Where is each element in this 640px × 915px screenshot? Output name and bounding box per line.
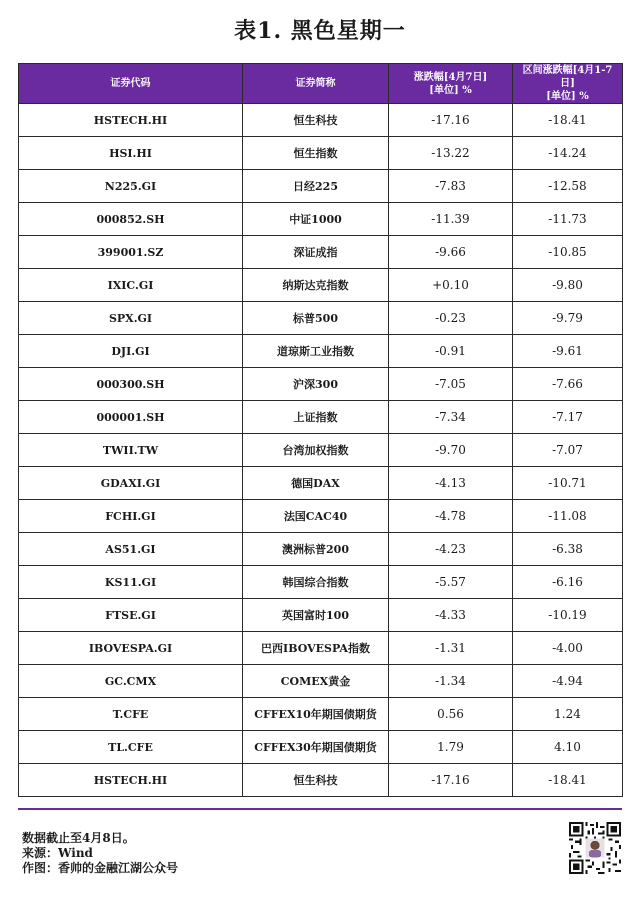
- cell-period-change: -7.66: [513, 368, 623, 401]
- cell-name: 法国CAC40: [243, 500, 389, 533]
- cell-name: 恒生指数: [243, 137, 389, 170]
- cell-name: COMEX黄金: [243, 665, 389, 698]
- table-row: [19, 368, 623, 401]
- cell-period-change: 4.10: [513, 731, 623, 764]
- cell-period-change: -18.41: [513, 104, 623, 137]
- table-row: [19, 434, 623, 467]
- cell-code: 399001.SZ: [19, 236, 243, 269]
- cell-period-change: -14.24: [513, 137, 623, 170]
- cell-code: IXIC.GI: [19, 269, 243, 302]
- cell-name: 纳斯达克指数: [243, 269, 389, 302]
- cell-code: HSTECH.HI: [19, 104, 243, 137]
- cell-code: SPX.GI: [19, 302, 243, 335]
- cell-daily-change: -1.31: [389, 632, 513, 665]
- cell-code: FCHI.GI: [19, 500, 243, 533]
- cell-code: GC.CMX: [19, 665, 243, 698]
- header-daily-change: 涨跌幅[4月7日] [单位] %: [389, 64, 513, 104]
- cell-period-change: -18.41: [513, 764, 623, 797]
- cell-name: 沪深300: [243, 368, 389, 401]
- cell-daily-change: -9.70: [389, 434, 513, 467]
- cell-daily-change: -4.78: [389, 500, 513, 533]
- cell-daily-change: -5.57: [389, 566, 513, 599]
- cell-name: 德国DAX: [243, 467, 389, 500]
- cell-daily-change: -7.83: [389, 170, 513, 203]
- cell-daily-change: 0.56: [389, 698, 513, 731]
- cell-daily-change: -17.16: [389, 764, 513, 797]
- cell-period-change: -10.71: [513, 467, 623, 500]
- cell-period-change: -9.80: [513, 269, 623, 302]
- cell-code: IBOVESPA.GI: [19, 632, 243, 665]
- table-row: [19, 269, 623, 302]
- header-name: 证券简称: [243, 64, 389, 104]
- cell-code: N225.GI: [19, 170, 243, 203]
- qr-code-icon: [569, 822, 621, 874]
- cell-period-change: -7.07: [513, 434, 623, 467]
- table-row: [19, 698, 623, 731]
- cell-code: HSTECH.HI: [19, 764, 243, 797]
- cell-code: TL.CFE: [19, 731, 243, 764]
- table-row: [19, 731, 623, 764]
- cell-name: 台湾加权指数: [243, 434, 389, 467]
- table-header-row: [19, 64, 623, 104]
- cell-period-change: -9.61: [513, 335, 623, 368]
- cell-code: FTSE.GI: [19, 599, 243, 632]
- cell-daily-change: -13.22: [389, 137, 513, 170]
- cell-name: 韩国综合指数: [243, 566, 389, 599]
- cell-daily-change: -11.39: [389, 203, 513, 236]
- table-row: [19, 104, 623, 137]
- cell-code: GDAXI.GI: [19, 467, 243, 500]
- cell-period-change: -10.19: [513, 599, 623, 632]
- table-row: [19, 500, 623, 533]
- cell-code: KS11.GI: [19, 566, 243, 599]
- market-table: [18, 63, 623, 797]
- footer-divider: [18, 808, 622, 810]
- footer-notes: [22, 831, 178, 876]
- cell-name: 上证指数: [243, 401, 389, 434]
- table-row: [19, 533, 623, 566]
- cell-name: CFFEX10年期国债期货: [243, 698, 389, 731]
- cell-daily-change: 1.79: [389, 731, 513, 764]
- table-row: [19, 599, 623, 632]
- cell-period-change: -12.58: [513, 170, 623, 203]
- cell-code: HSI.HI: [19, 137, 243, 170]
- cell-code: 000001.SH: [19, 401, 243, 434]
- cell-period-change: -10.85: [513, 236, 623, 269]
- cell-daily-change: -17.16: [389, 104, 513, 137]
- cell-code: AS51.GI: [19, 533, 243, 566]
- cell-daily-change: -0.23: [389, 302, 513, 335]
- table-row: [19, 665, 623, 698]
- cell-period-change: -6.38: [513, 533, 623, 566]
- cell-daily-change: -7.05: [389, 368, 513, 401]
- cell-name: 深证成指: [243, 236, 389, 269]
- page-title: 表1. 黑色星期一: [234, 18, 406, 44]
- cell-daily-change: +0.10: [389, 269, 513, 302]
- cell-daily-change: -4.13: [389, 467, 513, 500]
- cell-period-change: -6.16: [513, 566, 623, 599]
- table-row: [19, 467, 623, 500]
- header-code: 证券代码: [19, 64, 243, 104]
- cell-period-change: -7.17: [513, 401, 623, 434]
- table-row: [19, 566, 623, 599]
- cell-name: 标普500: [243, 302, 389, 335]
- cell-daily-change: -0.91: [389, 335, 513, 368]
- date-note: 数据截止至4月8日。: [22, 831, 135, 845]
- table-body: [19, 104, 623, 797]
- table-row: [19, 236, 623, 269]
- cell-name: CFFEX30年期国债期货: [243, 731, 389, 764]
- cell-name: 日经225: [243, 170, 389, 203]
- cell-daily-change: -9.66: [389, 236, 513, 269]
- table-row: [19, 302, 623, 335]
- table-row: [19, 137, 623, 170]
- cell-name: 恒生科技: [243, 104, 389, 137]
- author-note: 作图：香帅的金融江湖公众号: [22, 861, 179, 875]
- cell-period-change: 1.24: [513, 698, 623, 731]
- cell-name: 澳洲标普200: [243, 533, 389, 566]
- table-row: [19, 401, 623, 434]
- table-row: [19, 335, 623, 368]
- cell-period-change: -9.79: [513, 302, 623, 335]
- cell-daily-change: -4.33: [389, 599, 513, 632]
- table-row: [19, 203, 623, 236]
- cell-code: 000852.SH: [19, 203, 243, 236]
- cell-period-change: -11.08: [513, 500, 623, 533]
- cell-daily-change: -1.34: [389, 665, 513, 698]
- cell-name: 恒生科技: [243, 764, 389, 797]
- cell-code: 000300.SH: [19, 368, 243, 401]
- table-row: [19, 764, 623, 797]
- cell-period-change: -11.73: [513, 203, 623, 236]
- cell-code: T.CFE: [19, 698, 243, 731]
- table-row: [19, 170, 623, 203]
- cell-period-change: -4.94: [513, 665, 623, 698]
- header-period-change: 区间涨跌幅[4月1-7日] [单位] %: [513, 64, 623, 104]
- cell-name: 道琼斯工业指数: [243, 335, 389, 368]
- cell-name: 中证1000: [243, 203, 389, 236]
- cell-name: 巴西IBOVESPA指数: [243, 632, 389, 665]
- source-note: 来源：Wind: [22, 846, 93, 860]
- table-row: [19, 632, 623, 665]
- cell-code: TWII.TW: [19, 434, 243, 467]
- cell-daily-change: -4.23: [389, 533, 513, 566]
- cell-code: DJI.GI: [19, 335, 243, 368]
- cell-period-change: -4.00: [513, 632, 623, 665]
- cell-daily-change: -7.34: [389, 401, 513, 434]
- cell-name: 英国富时100: [243, 599, 389, 632]
